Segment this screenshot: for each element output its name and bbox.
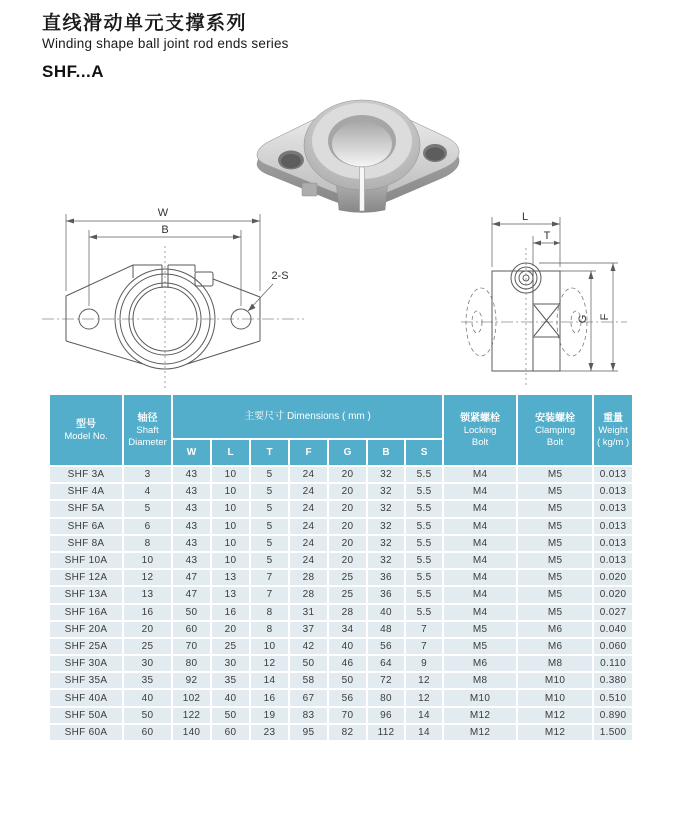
cell-dim-f: 50 (289, 655, 328, 672)
cell-locking-bolt: M4 (443, 518, 517, 535)
cell-dim-b: 96 (367, 707, 405, 724)
cell-model: SHF 50A (49, 707, 123, 724)
col-header-shaft-diameter (123, 394, 172, 466)
cell-dim-g: 20 (328, 552, 367, 569)
table-row (49, 604, 633, 621)
cell-dim-l: 10 (211, 535, 250, 552)
cell-weight: 0.013 (593, 500, 633, 517)
cell-dim-w: 92 (172, 672, 211, 689)
cell-dim-b: 32 (367, 518, 405, 535)
shaft-header-en1: Shaft (136, 424, 159, 436)
cell-clamping-bolt: M5 (517, 552, 593, 569)
table-row (49, 689, 633, 706)
weight-header-zh: 重量 (603, 412, 624, 424)
cell-dim-l: 13 (211, 586, 250, 603)
cell-dim-g: 56 (328, 689, 367, 706)
cell-dim-b: 32 (367, 535, 405, 552)
cell-dim-w: 43 (172, 518, 211, 535)
cell-weight: 0.027 (593, 604, 633, 621)
cell-locking-bolt: M4 (443, 535, 517, 552)
cell-clamping-bolt: M12 (517, 707, 593, 724)
dimension-label-f: F (599, 313, 611, 321)
cell-dim-w: 43 (172, 500, 211, 517)
cell-dim-l: 10 (211, 518, 250, 535)
cell-clamping-bolt: M5 (517, 518, 593, 535)
clamping-header-zh: 安装螺栓 (535, 412, 576, 424)
cell-weight: 0.380 (593, 672, 633, 689)
cell-shaft-diameter: 5 (123, 500, 172, 517)
title-block (42, 13, 289, 82)
cell-dim-l: 10 (211, 466, 250, 483)
table-row (49, 483, 633, 500)
col-header-dim-s: S (405, 439, 443, 466)
cell-clamping-bolt: M8 (517, 655, 593, 672)
cell-dim-g: 40 (328, 638, 367, 655)
cell-dim-w: 43 (172, 535, 211, 552)
cell-weight: 0.013 (593, 483, 633, 500)
cell-dim-f: 24 (289, 500, 328, 517)
hole-callout-label: 2-S (271, 270, 289, 282)
cell-dim-f: 28 (289, 569, 328, 586)
cell-dim-t: 10 (250, 638, 289, 655)
cell-shaft-diameter: 16 (123, 604, 172, 621)
cell-dim-b: 56 (367, 638, 405, 655)
cell-model: SHF 13A (49, 586, 123, 603)
cell-dim-b: 48 (367, 621, 405, 638)
cell-dim-g: 20 (328, 518, 367, 535)
cell-dim-l: 35 (211, 672, 250, 689)
cell-weight: 0.013 (593, 535, 633, 552)
cell-dim-f: 24 (289, 518, 328, 535)
locking-header-en1: Locking (463, 424, 497, 436)
cell-dim-l: 60 (211, 724, 250, 741)
cell-dim-l: 20 (211, 621, 250, 638)
cell-dim-w: 47 (172, 569, 211, 586)
cell-model: SHF 12A (49, 569, 123, 586)
cell-dim-b: 36 (367, 586, 405, 603)
cell-clamping-bolt: M5 (517, 500, 593, 517)
cell-dim-b: 40 (367, 604, 405, 621)
cell-dim-t: 5 (250, 466, 289, 483)
cell-clamping-bolt: M12 (517, 724, 593, 741)
cell-model: SHF 30A (49, 655, 123, 672)
cell-model: SHF 20A (49, 621, 123, 638)
page-title-chinese: 直线滑动单元支撑系列 (42, 13, 248, 34)
cell-shaft-diameter: 6 (123, 518, 172, 535)
cell-locking-bolt: M5 (443, 638, 517, 655)
table-row (49, 569, 633, 586)
cell-shaft-diameter: 4 (123, 483, 172, 500)
cell-weight: 0.060 (593, 638, 633, 655)
cell-dim-s: 5.5 (405, 604, 443, 621)
cell-dim-s: 5.5 (405, 466, 443, 483)
cell-dim-w: 47 (172, 586, 211, 603)
table-row (49, 586, 633, 603)
cell-dim-f: 83 (289, 707, 328, 724)
cell-weight: 0.013 (593, 518, 633, 535)
cell-dim-t: 5 (250, 500, 289, 517)
cell-locking-bolt: M4 (443, 483, 517, 500)
cell-locking-bolt: M5 (443, 621, 517, 638)
cell-model: SHF 6A (49, 518, 123, 535)
cell-dim-f: 37 (289, 621, 328, 638)
col-header-clamping-bolt (517, 394, 593, 466)
cell-model: SHF 3A (49, 466, 123, 483)
cell-dim-g: 20 (328, 466, 367, 483)
dimension-label-g: G (577, 314, 589, 324)
table-header (49, 394, 633, 466)
cell-model: SHF 25A (49, 638, 123, 655)
cell-dim-w: 140 (172, 724, 211, 741)
table-row (49, 655, 633, 672)
cell-dim-w: 43 (172, 552, 211, 569)
cell-dim-b: 80 (367, 689, 405, 706)
cell-dim-g: 25 (328, 569, 367, 586)
cell-dim-f: 24 (289, 483, 328, 500)
cell-dim-w: 122 (172, 707, 211, 724)
cell-dim-f: 24 (289, 466, 328, 483)
cell-dim-b: 32 (367, 500, 405, 517)
cell-clamping-bolt: M5 (517, 604, 593, 621)
cell-shaft-diameter: 50 (123, 707, 172, 724)
cell-dim-s: 14 (405, 724, 443, 741)
cell-dim-s: 7 (405, 638, 443, 655)
cell-dim-s: 14 (405, 707, 443, 724)
cell-shaft-diameter: 10 (123, 552, 172, 569)
col-header-locking-bolt (443, 394, 517, 466)
col-header-dim-t: T (250, 439, 289, 466)
table-row (49, 707, 633, 724)
cell-dim-b: 32 (367, 466, 405, 483)
cell-dim-w: 70 (172, 638, 211, 655)
locking-header-zh: 锁紧螺栓 (460, 412, 501, 424)
clamping-header-en1: Clamping (534, 424, 576, 436)
cell-dim-t: 12 (250, 655, 289, 672)
cell-dim-w: 102 (172, 689, 211, 706)
cell-model: SHF 40A (49, 689, 123, 706)
spec-table (48, 393, 634, 742)
cell-dim-w: 80 (172, 655, 211, 672)
cell-dim-g: 50 (328, 672, 367, 689)
cell-dim-f: 58 (289, 672, 328, 689)
cell-dim-g: 25 (328, 586, 367, 603)
table-row (49, 500, 633, 517)
front-view-svg (38, 198, 308, 394)
col-header-dim-w: W (172, 439, 211, 466)
cell-dim-t: 14 (250, 672, 289, 689)
cell-dim-s: 5.5 (405, 500, 443, 517)
table-row (49, 552, 633, 569)
cell-dim-f: 67 (289, 689, 328, 706)
table-row (49, 466, 633, 483)
cell-dim-t: 7 (250, 569, 289, 586)
cell-shaft-diameter: 12 (123, 569, 172, 586)
cell-dim-s: 7 (405, 621, 443, 638)
cell-locking-bolt: M4 (443, 569, 517, 586)
cell-dim-t: 5 (250, 518, 289, 535)
cell-dim-w: 43 (172, 466, 211, 483)
cell-locking-bolt: M4 (443, 552, 517, 569)
front-view-drawing (38, 198, 308, 399)
col-header-model (49, 394, 123, 466)
cell-locking-bolt: M6 (443, 655, 517, 672)
cell-dim-g: 82 (328, 724, 367, 741)
cell-locking-bolt: M4 (443, 466, 517, 483)
cell-dim-t: 23 (250, 724, 289, 741)
cell-shaft-diameter: 13 (123, 586, 172, 603)
cell-shaft-diameter: 8 (123, 535, 172, 552)
cell-dim-s: 5.5 (405, 586, 443, 603)
col-header-dim-b: B (367, 439, 405, 466)
cell-model: SHF 35A (49, 672, 123, 689)
page-title-english: Winding shape ball joint rod ends series (42, 35, 289, 51)
cell-model: SHF 60A (49, 724, 123, 741)
cell-dim-s: 12 (405, 672, 443, 689)
cell-dim-t: 5 (250, 483, 289, 500)
cell-dim-b: 64 (367, 655, 405, 672)
cell-weight: 0.013 (593, 466, 633, 483)
cell-locking-bolt: M10 (443, 689, 517, 706)
cell-clamping-bolt: M5 (517, 466, 593, 483)
cell-dim-s: 5.5 (405, 552, 443, 569)
cell-shaft-diameter: 40 (123, 689, 172, 706)
cell-weight: 0.020 (593, 569, 633, 586)
cell-clamping-bolt: M5 (517, 586, 593, 603)
locking-header-en2: Bolt (471, 436, 489, 448)
shaft-header-zh: 轴径 (137, 412, 158, 424)
cell-dim-f: 95 (289, 724, 328, 741)
cell-dim-f: 24 (289, 552, 328, 569)
cell-dim-t: 8 (250, 621, 289, 638)
cell-clamping-bolt: M10 (517, 689, 593, 706)
cell-shaft-diameter: 30 (123, 655, 172, 672)
shaft-header-en2: Diameter (128, 436, 167, 448)
side-view-drawing (455, 196, 650, 397)
dimension-label-b: B (161, 224, 169, 236)
cell-weight: 0.040 (593, 621, 633, 638)
cell-shaft-diameter: 3 (123, 466, 172, 483)
cell-dim-f: 31 (289, 604, 328, 621)
table-row (49, 724, 633, 741)
cell-dim-f: 42 (289, 638, 328, 655)
cell-dim-t: 8 (250, 604, 289, 621)
cell-dim-l: 25 (211, 638, 250, 655)
cell-dim-b: 32 (367, 483, 405, 500)
table-row (49, 535, 633, 552)
cell-weight: 0.890 (593, 707, 633, 724)
cell-dim-b: 32 (367, 552, 405, 569)
cell-dim-l: 50 (211, 707, 250, 724)
cell-clamping-bolt: M5 (517, 483, 593, 500)
model-header-en: Model No. (64, 430, 108, 442)
cell-shaft-diameter: 25 (123, 638, 172, 655)
table-body (49, 466, 633, 741)
col-header-weight (593, 394, 633, 466)
cell-dim-l: 10 (211, 552, 250, 569)
series-code: SHF...A (42, 61, 105, 81)
weight-header-en: Weight (598, 424, 628, 436)
col-header-dim-g: G (328, 439, 367, 466)
cell-locking-bolt: M4 (443, 500, 517, 517)
dimension-label-w: W (157, 207, 169, 219)
cell-dim-w: 60 (172, 621, 211, 638)
cell-model: SHF 8A (49, 535, 123, 552)
cell-model: SHF 5A (49, 500, 123, 517)
cell-weight: 1.500 (593, 724, 633, 741)
dimension-label-l: L (521, 211, 529, 223)
col-header-dim-l: L (211, 439, 250, 466)
cell-locking-bolt: M4 (443, 586, 517, 603)
cell-shaft-diameter: 60 (123, 724, 172, 741)
cell-dim-g: 46 (328, 655, 367, 672)
cell-clamping-bolt: M6 (517, 621, 593, 638)
cell-weight: 0.013 (593, 552, 633, 569)
model-header-zh: 型号 (76, 418, 96, 430)
cell-dim-l: 13 (211, 569, 250, 586)
cell-dim-t: 7 (250, 586, 289, 603)
cell-locking-bolt: M4 (443, 604, 517, 621)
weight-header-unit: ( kg/m ) (596, 436, 630, 448)
cell-clamping-bolt: M5 (517, 535, 593, 552)
cell-dim-l: 10 (211, 500, 250, 517)
cell-locking-bolt: M8 (443, 672, 517, 689)
cell-dim-f: 28 (289, 586, 328, 603)
cell-dim-s: 9 (405, 655, 443, 672)
table-row (49, 638, 633, 655)
cell-dim-l: 16 (211, 604, 250, 621)
cell-dim-g: 28 (328, 604, 367, 621)
cell-dim-t: 16 (250, 689, 289, 706)
cell-dim-l: 10 (211, 483, 250, 500)
table-row (49, 518, 633, 535)
cell-dim-g: 20 (328, 483, 367, 500)
flange-support-photo-image (250, 83, 465, 213)
cell-dim-l: 30 (211, 655, 250, 672)
table-row (49, 621, 633, 638)
cell-locking-bolt: M12 (443, 707, 517, 724)
col-header-dimensions-group: 主要尺寸 Dimensions ( mm ) (172, 394, 443, 439)
cell-weight: 0.020 (593, 586, 633, 603)
cell-model: SHF 16A (49, 604, 123, 621)
cell-clamping-bolt: M5 (517, 569, 593, 586)
cell-dim-s: 5.5 (405, 483, 443, 500)
cell-dim-l: 40 (211, 689, 250, 706)
cell-dim-w: 50 (172, 604, 211, 621)
cell-dim-b: 36 (367, 569, 405, 586)
cell-weight: 0.110 (593, 655, 633, 672)
cell-dim-g: 20 (328, 500, 367, 517)
cell-dim-g: 70 (328, 707, 367, 724)
cell-dim-f: 24 (289, 535, 328, 552)
cell-clamping-bolt: M6 (517, 638, 593, 655)
cell-dim-b: 112 (367, 724, 405, 741)
cell-dim-s: 5.5 (405, 518, 443, 535)
cell-dim-b: 72 (367, 672, 405, 689)
clamping-header-en2: Bolt (546, 436, 564, 448)
cell-dim-s: 12 (405, 689, 443, 706)
side-view-svg (455, 196, 650, 392)
cell-dim-t: 5 (250, 535, 289, 552)
cell-dim-t: 19 (250, 707, 289, 724)
table-row (49, 672, 633, 689)
col-header-dim-f: F (289, 439, 328, 466)
cell-dim-t: 5 (250, 552, 289, 569)
cell-shaft-diameter: 35 (123, 672, 172, 689)
cell-locking-bolt: M12 (443, 724, 517, 741)
cell-model: SHF 4A (49, 483, 123, 500)
cell-weight: 0.510 (593, 689, 633, 706)
cell-model: SHF 10A (49, 552, 123, 569)
cell-dim-s: 5.5 (405, 535, 443, 552)
cell-shaft-diameter: 20 (123, 621, 172, 638)
dimension-label-t: T (543, 230, 551, 242)
cell-clamping-bolt: M10 (517, 672, 593, 689)
cell-dim-w: 43 (172, 483, 211, 500)
cell-dim-g: 20 (328, 535, 367, 552)
cell-dim-g: 34 (328, 621, 367, 638)
cell-dim-s: 5.5 (405, 569, 443, 586)
